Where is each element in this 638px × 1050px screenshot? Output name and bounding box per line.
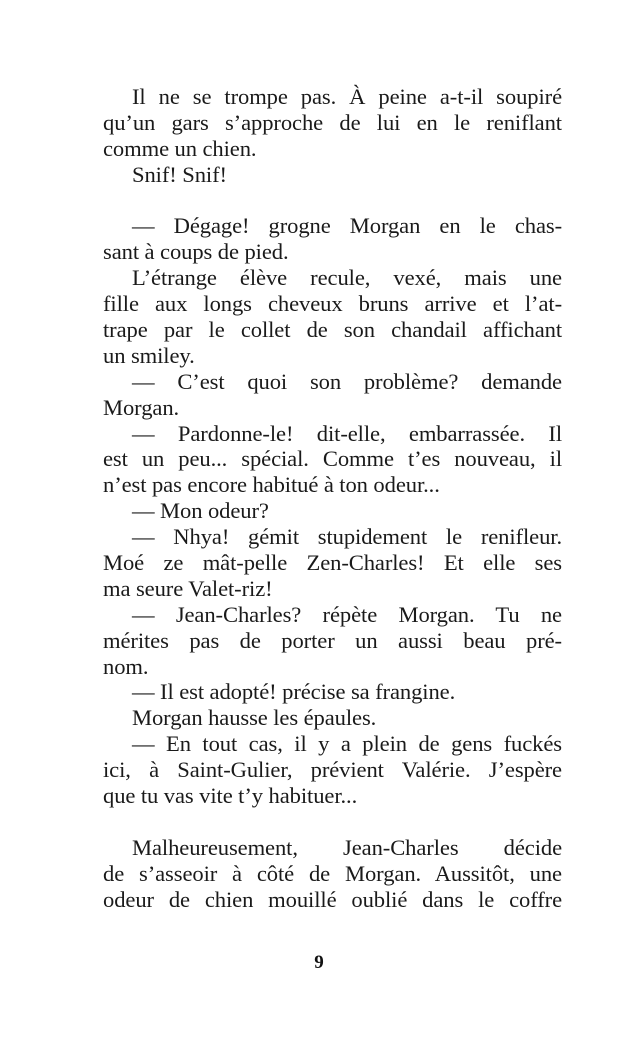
text-line: — Jean-Charles? répète Morgan. Tu ne xyxy=(132,601,562,627)
text-line: de s’asseoir à côté de Morgan. Aussitôt, une xyxy=(103,860,562,886)
paragraph-break xyxy=(103,809,562,835)
text-line: — C’est quoi son problème? demande xyxy=(132,368,562,394)
text-line: mérites pas de porter un aussi beau pré- xyxy=(103,627,562,653)
text-line: que tu vas vite t’y habituer... xyxy=(103,783,358,809)
text-line: ici, à Saint-Gulier, prévient Valérie. J’espère xyxy=(103,757,562,783)
text-line: — Mon odeur? xyxy=(132,498,269,524)
text-line: Morgan. xyxy=(103,394,180,420)
page-number: 9 xyxy=(314,952,324,973)
text-line: L’étrange élève recule, vexé, mais une xyxy=(132,265,562,291)
text-line: comme un chien. xyxy=(103,135,257,161)
text-line: qu’un gars s’approche de lui en le reniflant xyxy=(103,109,562,135)
text-line: n’est pas encore habitué à ton odeur... xyxy=(103,472,440,498)
text-line: Morgan hausse les épaules. xyxy=(132,705,377,731)
text-line: Snif! Snif! xyxy=(132,161,227,187)
text-line: odeur de chien mouillé oublié dans le coffre xyxy=(103,886,562,912)
text-line: — Pardonne-le! dit-elle, embarrassée. Il xyxy=(132,420,562,446)
text-line: un smiley. xyxy=(103,342,195,368)
text-line: nom. xyxy=(103,653,149,679)
text-line: — Dégage! grogne Morgan en le chas- xyxy=(132,213,562,239)
text-line: trape par le collet de son chandail affichant xyxy=(103,317,562,343)
text-line: fille aux longs cheveux bruns arrive et l’at- xyxy=(103,291,562,317)
text-line: Moé ze mât-pelle Zen-Charles! Et elle ses xyxy=(103,550,562,576)
text-line: — Nhya! gémit stupidement le renifleur. xyxy=(132,524,562,550)
text-line: — En tout cas, il y a plein de gens fuckés xyxy=(132,731,562,757)
book-page-body xyxy=(103,84,562,913)
text-line: — Il est adopté! précise sa frangine. xyxy=(132,679,456,705)
text-line: est un peu... spécial. Comme t’es nouveau, il xyxy=(103,446,562,472)
text-line: sant à coups de pied. xyxy=(103,239,289,265)
text-line: ma seure Valet-riz! xyxy=(103,575,273,601)
text-line: Malheureusement, Jean-Charles décide xyxy=(132,834,562,860)
text-line: Il ne se trompe pas. À peine a-t-il soupiré xyxy=(132,84,562,109)
paragraph-break xyxy=(103,188,562,214)
